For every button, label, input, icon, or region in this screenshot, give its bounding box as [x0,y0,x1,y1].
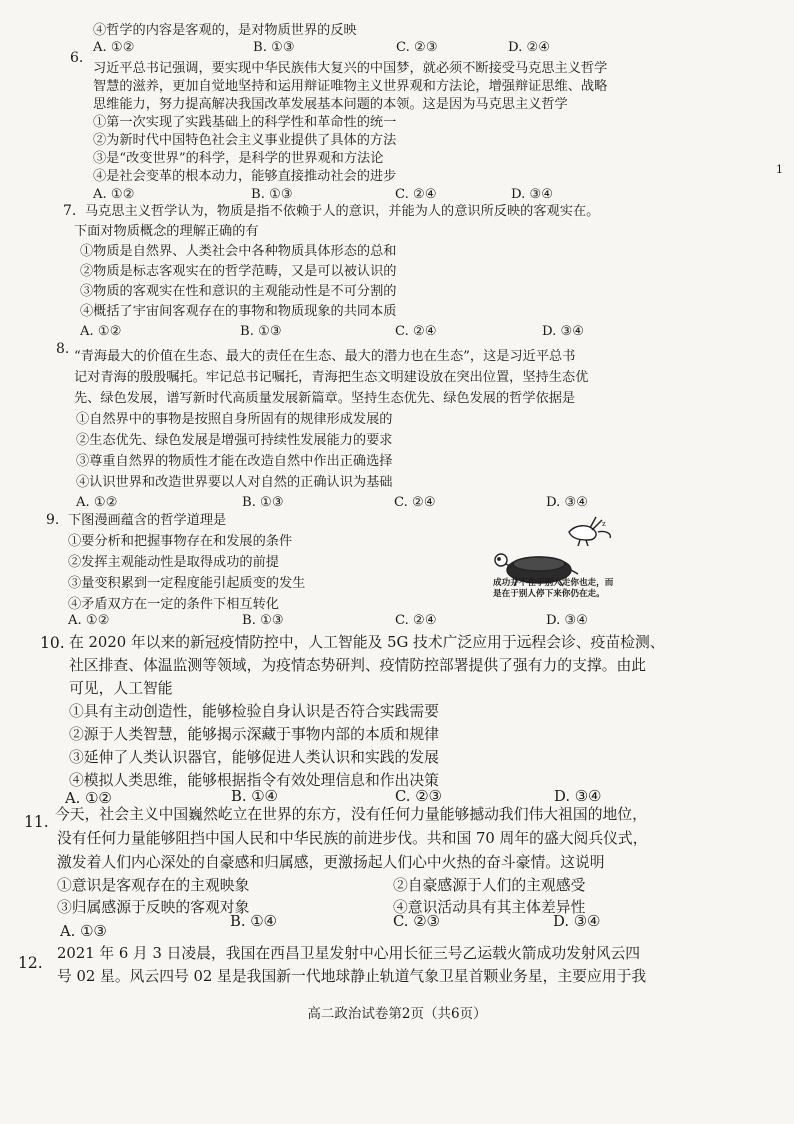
q7-item: ①物质是自然界、人类社会中各种物质具体形态的总和 [80,244,397,259]
q8-item: ②生态优先、绿色发展是增强可持续性发展能力的要求 [76,433,393,448]
q10-item: ②源于人类智慧，能够揭示深藏于事物内部的本质和规律 [69,726,439,743]
q11-answer-options [60,912,680,940]
option-b[interactable]: B. ①③ [251,187,293,202]
svg-text:z: z [602,520,606,528]
q11-stem-line: 没有任何力量能够阻挡中国人民和中华民族的前进步伐。共和国 70 周年的盛大阅兵仪式， [57,830,648,847]
q6-item: ②为新时代中国特色社会主义事业提供了具体的方法 [93,133,397,148]
option-d[interactable]: D. ③④ [542,324,585,339]
q12-stem-line: 号 02 星。风云四号 02 星是我国新一代地球静止轨道气象卫星首颗业务星，主要应用于我 [57,968,647,985]
q10-stem-line: 可见，人工智能 [69,680,173,697]
q8-stem-line: “青海最大的价值在生态、最大的责任在生态、最大的潜力也在生态”，这是习近平总书 [74,349,576,364]
q6-answer-options [93,186,653,203]
q8-stem-line: 先、绿色发展，谱写新时代高质量发展新篇章。坚持生态优先、绿色发展的哲学依据是 [74,391,576,406]
q7-item: ③物质的客观实在性和意识的主观能动性是不可分割的 [80,284,397,299]
q7-answer-options [80,323,660,340]
q8-item: ①自然界中的事物是按照自身所固有的规律形成发展的 [76,412,393,427]
q11-item: ①意识是客观存在的主观映象 [57,877,250,894]
q7-stem-line: 下面对物质概念的理解正确的有 [74,224,259,239]
q5-answer-options [93,39,653,56]
q8-answer-options [76,494,656,511]
q6-stem-line: 思维能力，努力提高解决我国改革发展基本问题的本领。这是因为马克思主义哲学 [93,97,568,112]
option-d[interactable]: D. ③④ [546,613,589,628]
q6-item: ①第一次实现了实践基础上的科学性和革命性的统一 [93,115,397,130]
q8-item: ④认识世界和改造世界要以人对自然的正确认识为基础 [76,475,393,490]
option-c[interactable]: C. ②④ [395,613,437,628]
option-d[interactable]: D. ②④ [508,40,551,55]
q11-stem-line: 今天，社会主义中国巍然屹立在世界的东方，没有任何力量能够撼动我们伟大祖国的地位， [55,806,647,823]
q10-stem-line: 在 2020 年以来的新冠疫情防控中，人工智能及 5G 技术广泛应用于远程会诊、疫苗检测、 [69,634,665,651]
q7-item: ④概括了宇宙间客观存在的事物和物质现象的共同本质 [80,304,397,319]
side-page-number: 1 [776,163,783,176]
page-footer: 高二政治试卷第2页（共6页） [307,1006,487,1022]
q9-item: ②发挥主观能动性是取得成功的前提 [68,555,279,570]
option-b[interactable]: B. ①③ [240,324,282,339]
q11-number: 11. [24,813,49,831]
q12-number: 12. [18,954,43,972]
option-c[interactable]: C. ②③ [393,913,440,930]
option-a[interactable]: A. ①② [93,40,135,55]
option-a[interactable]: A. ①② [65,790,112,807]
cartoon-caption-line: 成功并不在于别人走你也走，而 [493,578,614,588]
q10-item: ③延伸了人类认识器官，能够促进人类认识和实践的发展 [69,749,439,766]
q10-answer-options [65,787,685,807]
q9-stem-line: 下图漫画蕴含的哲学道理是 [68,513,227,528]
q10-stem-line: 社区排查、体温监测等领域，为疫情态势研判、疫情防控部署提供了强有力的支撑。由此 [69,657,647,674]
option-b[interactable]: B. ①④ [230,913,277,930]
option-b[interactable]: B. ①④ [231,788,278,805]
q8-item: ③尊重自然界的物质性才能在改造自然中作出正确选择 [76,454,393,469]
q12-stem-line: 2021 年 6 月 3 日凌晨，我国在西昌卫星发射中心用长征三号乙运载火箭成功发射风云四 [57,945,641,962]
q10-item: ①具有主动创造性，能够检验自身认识是否符合实践需要 [69,703,439,720]
option-d[interactable]: D. ③④ [553,913,601,930]
option-d[interactable]: D. ③④ [554,788,602,805]
q11-item: ④意识活动具有其主体差异性 [393,899,586,916]
q6-stem-line: 习近平总书记强调，要实现中华民族伟大复兴的中国梦，就必须不断接受马克思主义哲学 [93,61,608,76]
q10-number: 10. [40,634,65,652]
q7-stem-line: 马克思主义哲学认为，物质是指不依赖于人的意识，并能为人的意识所反映的客观实在。 [85,204,600,219]
q10-item: ④模拟人类思维，能够根据指令有效处理信息和作出决策 [69,772,439,789]
cartoon-caption-line: 是在于别人停下来你仍在走。 [493,589,605,599]
option-c[interactable]: C. ②③ [395,788,442,805]
option-b[interactable]: B. ①③ [253,40,295,55]
q8-number: 8. [56,341,70,357]
option-b[interactable]: B. ①③ [242,495,284,510]
q9-item: ①要分析和把握事物存在和发展的条件 [68,534,293,549]
option-a[interactable]: A. ①③ [60,923,107,940]
rabbit-icon [569,517,610,546]
q7-number: 7. [63,203,77,219]
q9-number: 9. [46,512,60,528]
q11-item: ③归属感源于反映的客观对象 [57,899,250,916]
q9-answer-options [68,612,668,629]
option-a[interactable]: A. ①② [80,324,122,339]
q5-option-line: ④哲学的内容是客观的，是对物质世界的反映 [93,23,357,38]
option-c[interactable]: C. ②④ [395,187,437,202]
q9-item: ③量变积累到一定程度能引起质变的发生 [68,576,306,591]
option-c[interactable]: C. ②④ [394,495,436,510]
option-d[interactable]: D. ③④ [511,187,554,202]
option-a[interactable]: A. ①② [93,187,135,202]
q7-item: ②物质是标志客观实在的哲学范畴，又是可以被认识的 [80,264,397,279]
q8-stem-line: 记对青海的殷殷嘱托。牢记总书记嘱托，青海把生态文明建设放在突出位置，坚持生态优 [74,370,589,385]
q11-item: ②自豪感源于人们的主观感受 [393,877,586,894]
option-a[interactable]: A. ①② [68,613,110,628]
q6-item: ③是“改变世界”的科学，是科学的世界观和方法论 [93,151,384,166]
option-a[interactable]: A. ①② [76,495,118,510]
option-c[interactable]: C. ②④ [395,324,437,339]
q6-stem-line: 智慧的滋养，更加自觉地坚持和运用辩证唯物主义世界观和方法论，增强辩证思维、战略 [93,79,608,94]
option-b[interactable]: B. ①③ [242,613,284,628]
q6-number: 6. [70,50,84,66]
q11-stem-line: 激发着人们内心深处的自豪感和归属感，更激扬起人们心中火热的奋斗豪情。这说明 [57,854,605,871]
option-d[interactable]: D. ③④ [546,495,589,510]
option-c[interactable]: C. ②③ [396,40,438,55]
q6-item: ④是社会变革的根本动力，能够直接推动社会的进步 [93,169,397,184]
q9-item: ④矛盾双方在一定的条件下相互转化 [68,597,279,612]
